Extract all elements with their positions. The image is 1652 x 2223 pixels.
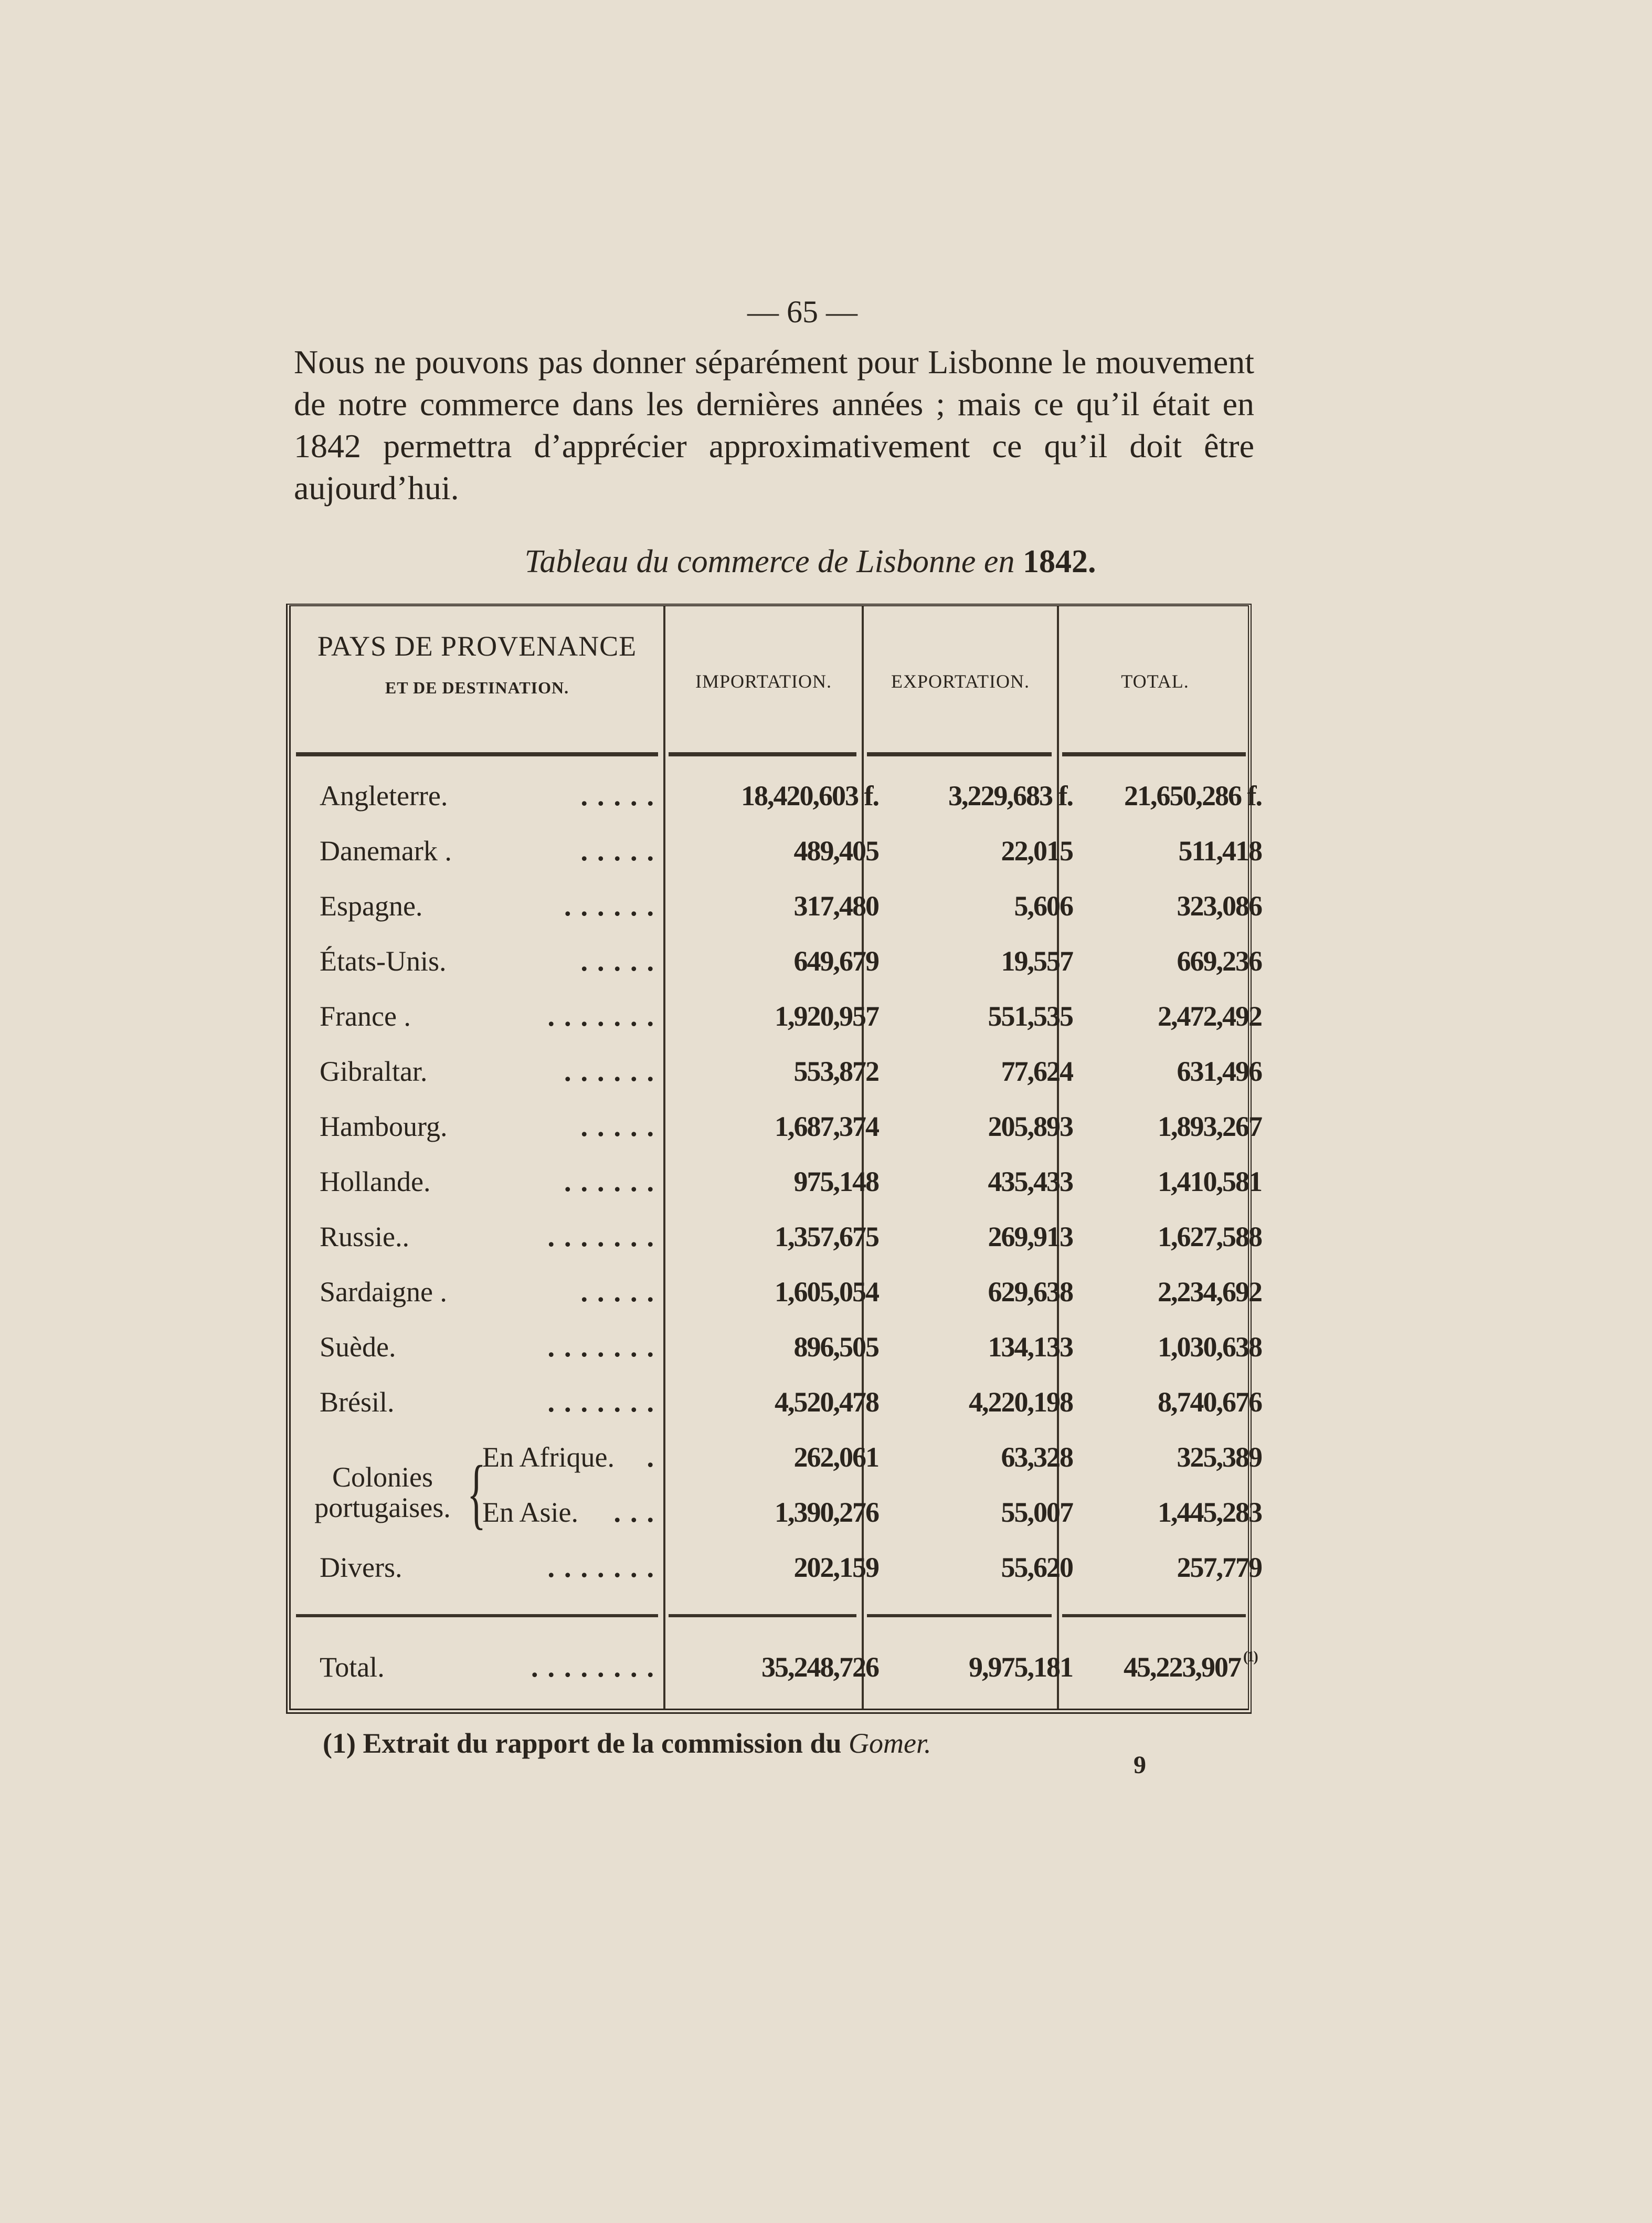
commerce-table: [286, 604, 1262, 1714]
cell-total: 8,740,676: [1158, 1386, 1262, 1418]
cell-total: 1,445,283: [1158, 1497, 1262, 1528]
cell-exportation: 205,893: [988, 1111, 1073, 1142]
table-caption: [0, 543, 1652, 581]
header-rule: [867, 752, 1052, 756]
cell-total: 257,779: [1177, 1552, 1262, 1583]
table-row: [291, 1220, 1262, 1273]
header-country-line1: PAYS DE PROVENANCE: [317, 630, 637, 662]
row-country: Danemark .: [320, 835, 452, 867]
cell-total: 323,086: [1177, 890, 1262, 922]
cell-importation: 1,605,054: [775, 1276, 878, 1308]
cell-total: 1,410,581: [1158, 1166, 1262, 1197]
total-rule: [669, 1614, 856, 1617]
table-row: [291, 1649, 1257, 1703]
leader-dots: .....: [580, 780, 663, 812]
cell-exportation: 9,975,181: [969, 1651, 1073, 1683]
leader-dots: .....: [580, 1111, 663, 1142]
cell-importation: 1,390,276: [775, 1497, 878, 1528]
colonies-label-line2: portugaises.: [314, 1492, 451, 1523]
cell-exportation: 134,133: [988, 1331, 1073, 1363]
cell-total: 45,223,907: [1124, 1651, 1241, 1683]
cell-total: 631,496: [1177, 1056, 1262, 1087]
table-row: [291, 1165, 1262, 1218]
cell-exportation: 19,557: [1001, 945, 1073, 977]
row-country: Angleterre.: [320, 780, 448, 812]
table-row: [291, 1110, 1262, 1163]
header-country: [296, 630, 658, 698]
leader-dots: ......: [564, 1056, 663, 1087]
row-country: Gibraltar.: [320, 1056, 428, 1087]
header-rule: [669, 752, 856, 756]
cell-total: 1,893,267: [1158, 1111, 1262, 1142]
cell-total: 1,627,588: [1158, 1221, 1262, 1252]
cell-total: 511,418: [1178, 835, 1262, 867]
cell-exportation: 4,220,198: [969, 1386, 1073, 1418]
cell-total: 2,234,692: [1158, 1276, 1262, 1308]
leader-dots: .....: [580, 835, 663, 867]
row-country: Brésil.: [320, 1386, 395, 1418]
row-country: En Afrique.: [482, 1441, 615, 1473]
leader-dots: .......: [547, 1552, 663, 1583]
cell-total: 2,472,492: [1158, 1000, 1262, 1032]
row-country: En Asie.: [482, 1497, 578, 1528]
leader-dots: .......: [547, 1386, 663, 1418]
cell-importation: 262,061: [793, 1441, 878, 1473]
leader-dots: .......: [547, 1331, 663, 1363]
row-country: Total.: [320, 1651, 385, 1683]
page-number: — 65 —: [747, 294, 857, 329]
header-total: TOTAL.: [1121, 671, 1189, 692]
footnote: [323, 1727, 931, 1760]
table-row: [291, 1276, 1262, 1328]
signature-mark: 9: [1134, 1751, 1146, 1779]
header-exportation: EXPORTATION.: [891, 671, 1030, 692]
footnote-italic: Gomer.: [849, 1727, 931, 1759]
leader-dots: .......: [547, 1000, 663, 1032]
table-row: [291, 1386, 1262, 1438]
total-rule: [296, 1614, 658, 1617]
table-row: [291, 1000, 1262, 1052]
cell-importation: 553,872: [793, 1056, 878, 1087]
cell-exportation: 55,620: [1001, 1552, 1073, 1583]
leader-dots: .....: [580, 945, 663, 977]
row-country: Russie..: [320, 1221, 410, 1252]
cell-exportation: 551,535: [988, 1000, 1073, 1032]
cell-importation: 489,405: [793, 835, 878, 867]
cell-total: 669,236: [1177, 945, 1262, 977]
total-rule: [1062, 1614, 1246, 1617]
body-paragraph: Nous ne pouvons pas donner séparément pour Lisbonne le mouvement de notre commerce dans les dernières années ; mais ce qu’il était en 1842 permettra d’apprécier approximativement ce qu’il doit être aujourd’hui.: [294, 343, 1254, 507]
table-row: [291, 1551, 1262, 1604]
cell-exportation: 435,433: [988, 1166, 1073, 1197]
table-row: [291, 779, 1262, 832]
total-rule: [867, 1614, 1052, 1617]
table-row: [291, 1441, 1262, 1493]
cell-importation: 1,687,374: [775, 1111, 878, 1142]
cell-importation: 896,505: [793, 1331, 878, 1363]
header-rule: [1062, 752, 1246, 756]
table-row: [291, 1055, 1262, 1108]
cell-importation: 4,520,478: [775, 1386, 878, 1418]
cell-exportation: 3,229,683 f.: [948, 780, 1073, 812]
leader-dots: ........: [531, 1651, 663, 1683]
header-importation: IMPORTATION.: [695, 671, 832, 692]
cell-total: 1,030,638: [1158, 1331, 1262, 1363]
header-rule: [296, 752, 658, 756]
cell-exportation: 77,624: [1001, 1056, 1073, 1087]
leader-dots: ......: [564, 1166, 663, 1197]
colonies-label-line1: Colonies: [332, 1461, 433, 1493]
table-row: [291, 1331, 1262, 1383]
row-country: Hambourg.: [320, 1111, 448, 1142]
cell-importation: 1,920,957: [775, 1000, 878, 1032]
cell-importation: 1,357,675: [775, 1221, 878, 1252]
leader-dots: ......: [564, 890, 663, 922]
table-row: [291, 835, 1262, 887]
cell-importation: 317,480: [793, 890, 878, 922]
cell-importation: 202,159: [793, 1552, 878, 1583]
caption-year: 1842.: [1022, 544, 1096, 580]
table-row: [291, 945, 1262, 997]
row-country: Divers.: [320, 1552, 403, 1583]
leader-dots: .: [647, 1441, 663, 1473]
header-country-line2: ET DE DESTINATION.: [385, 678, 569, 697]
cell-exportation: 55,007: [1001, 1497, 1073, 1528]
cell-importation: 35,248,726: [761, 1651, 878, 1683]
cell-total: 325,389: [1177, 1441, 1262, 1473]
leader-dots: ...: [613, 1497, 663, 1528]
row-country: Sardaigne .: [320, 1276, 447, 1308]
table-row: [291, 890, 1262, 942]
caption-text: Tableau du commerce de Lisbonne en: [524, 544, 1015, 580]
row-country: Suède.: [320, 1331, 396, 1363]
cell-importation: 975,148: [793, 1166, 878, 1197]
footnote-text: (1) Extrait du rapport de la commission du: [323, 1727, 842, 1759]
leader-dots: .....: [580, 1276, 663, 1308]
cell-total: 21,650,286 f.: [1124, 780, 1262, 812]
row-country: Hollande.: [320, 1166, 431, 1197]
row-country: France .: [320, 1000, 411, 1032]
leader-dots: .......: [547, 1221, 663, 1252]
cell-exportation: 22,015: [1001, 835, 1073, 867]
row-country: Espagne.: [320, 890, 423, 922]
cell-exportation: 5,606: [1014, 890, 1073, 922]
cell-importation: 649,679: [793, 945, 878, 977]
table-row: [291, 1496, 1262, 1548]
cell-exportation: 63,328: [1001, 1441, 1073, 1473]
row-country: États-Unis.: [320, 945, 447, 977]
cell-importation: 18,420,603 f.: [741, 780, 878, 812]
cell-exportation: 629,638: [988, 1276, 1073, 1308]
cell-exportation: 269,913: [988, 1221, 1073, 1252]
footnote-ref: (1): [1243, 1649, 1257, 1665]
brace: {: [467, 1450, 486, 1537]
